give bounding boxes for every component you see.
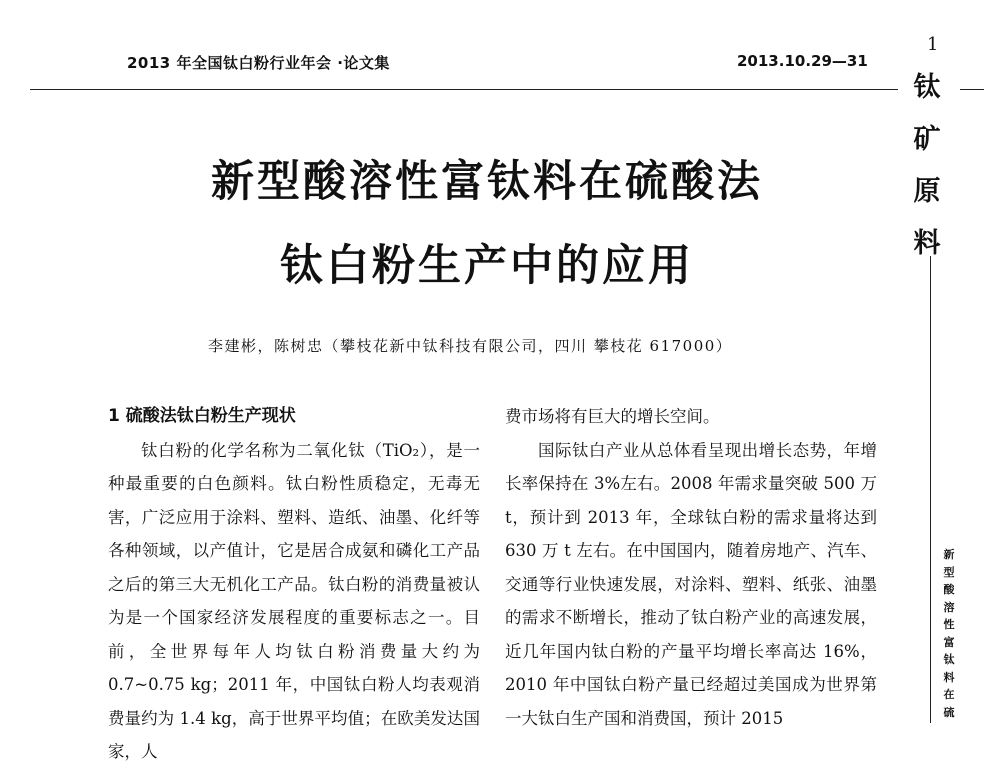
- sidebar-char: 在: [943, 688, 955, 701]
- author-affiliation: 李建彬，陈树忠（攀枝花新中钛科技有限公司，四川 攀枝花 617000）: [208, 337, 733, 355]
- sidebar-char: 硫: [943, 705, 955, 719]
- sidebar-char: 富: [943, 635, 955, 649]
- section-tab-char: 钛: [913, 72, 941, 103]
- sidebar-char: 性: [943, 618, 955, 631]
- body-column-right: [505, 400, 877, 735]
- page-number: 1: [927, 34, 939, 55]
- article-title-line-1: 新型酸溶性富钛料在硫酸法: [211, 157, 763, 207]
- sidebar-char: 新: [943, 548, 955, 561]
- body-paragraph: 国际钛白产业从总体看呈现出增长态势，年增长率保持在 3%左右。2008 年需求量突破 500 万 t，预计到 2013 年，全球钛白粉的需求量将达到 630 万 t 左右。在中国国内，随着房地产、汽车、交通等行业快速发展，对涂料、塑料、纸张、油墨的需求不断增长，推动了钛白粉产业的高速发展，近几年国内钛白粉的产量平均增长率高达 16%，2010 年中国钛白粉产量已经超过美国成为世界第一大钛白生产国和消费国，预计 2015: [505, 440, 877, 728]
- sidebar-char: 钛: [943, 653, 955, 666]
- section-heading: 1 硫酸法钛白粉生产现状: [108, 406, 296, 426]
- body-column-left: [108, 400, 480, 769]
- article-title-line-2: 钛白粉生产中的应用: [280, 241, 694, 291]
- body-paragraph: 费市场将有巨大的增长空间。: [505, 407, 720, 426]
- header-rule: [30, 89, 898, 90]
- sidebar-char: 料: [943, 670, 955, 684]
- sidebar-rule: [930, 256, 931, 723]
- section-tab-char: 矿: [913, 124, 941, 155]
- sidebar-running-title: [938, 546, 960, 721]
- sidebar-char: 溶: [943, 600, 955, 614]
- section-tab-char: 原: [913, 176, 941, 207]
- header-rule-right: [960, 89, 984, 90]
- section-tab-char: 料: [913, 228, 941, 259]
- running-header-title: 2013 年全国钛白粉行业年会 ·论文集: [127, 54, 390, 72]
- sidebar-char: 型: [943, 565, 955, 579]
- body-paragraph: 钛白粉的化学名称为二氧化钛（TiO₂），是一种最重要的白色颜料。钛白粉性质稳定，无毒无害，广泛应用于涂料、塑料、造纸、油墨、化纤等各种领域，以产值计，它是居合成氨和磷化工产品之后的第三大无机化工产品。钛白粉的消费量被认为是一个国家经济发展程度的重要标志之一。目前，全世界每年人均钛白粉消费量大约为 0.7~0.75 kg；2011 年，中国钛白粉人均表观消费量约为 1.4 kg，高于世界平均值；在欧美发达国家，人: [108, 440, 480, 761]
- sidebar-char: 酸: [943, 583, 955, 596]
- running-header-date: 2013.10.29—31: [737, 52, 868, 70]
